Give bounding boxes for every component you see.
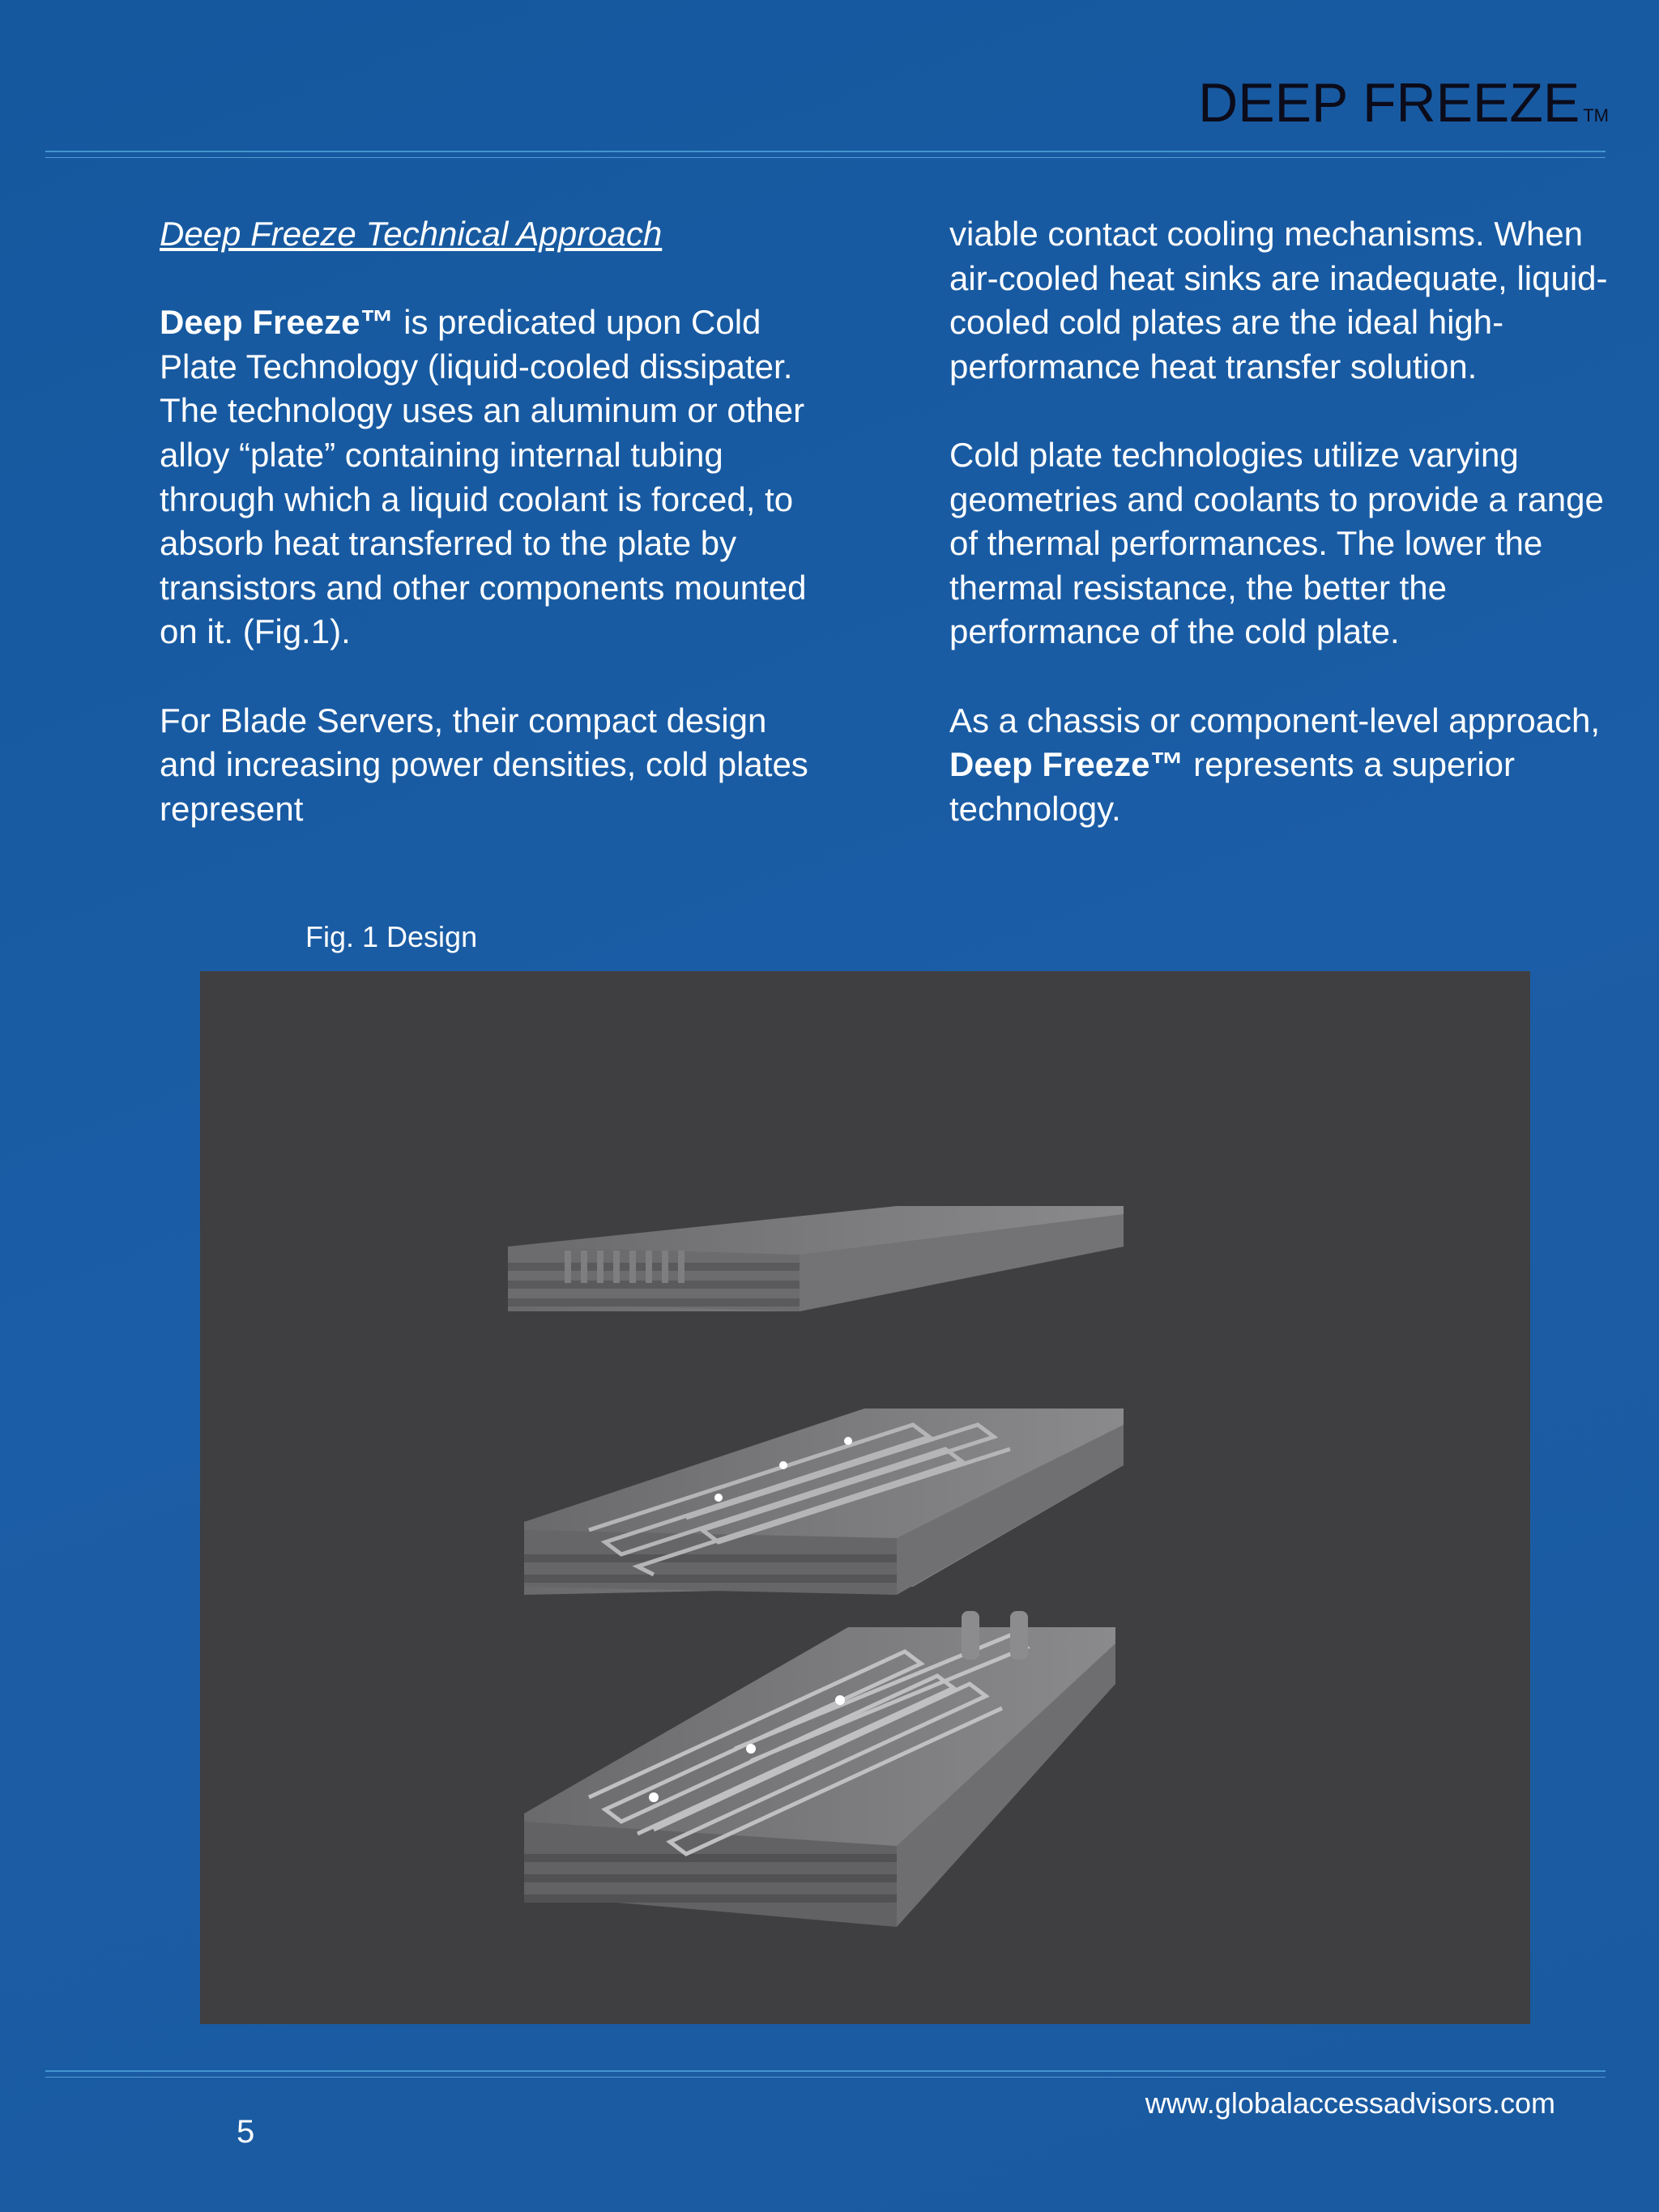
right-paragraph-3 (949, 699, 1614, 832)
right-paragraph-3-end: represents a superior technology. (949, 745, 1515, 828)
right-column (949, 212, 1614, 876)
right-paragraph-2: Cold plate technologies utilize varying geometries and coolants to provide a range of thermal performances. The lower the thermal resistance, the better the performance of the cold plate. (949, 435, 1604, 651)
page-number: 5 (237, 2114, 255, 2150)
brand-title: DEEP FREEZE TM (1198, 72, 1609, 134)
header-divider (45, 151, 1606, 152)
left-paragraph-1 (160, 300, 824, 654)
section-heading: Deep Freeze Technical Approach (160, 215, 663, 253)
bottom-plate-layer (524, 1611, 1115, 1927)
figure-caption: Fig. 1 Design (305, 920, 478, 953)
middle-plate-layer (524, 1409, 1124, 1595)
trademark-mark: TM (1583, 105, 1609, 126)
brand-name-bold-2: Deep Freeze™ (949, 745, 1184, 784)
website-url[interactable]: www.globalaccessadvisors.com (1145, 2086, 1555, 2120)
right-paragraph-3-start: As a chassis or component-level approach, (949, 701, 1601, 739)
top-plate-layer (508, 1206, 1124, 1311)
left-paragraph-2: For Blade Servers, their compact design and increasing power densities, cold plates represent (160, 701, 808, 828)
brand-name-bold: Deep Freeze™ (160, 303, 394, 342)
left-column (160, 212, 824, 876)
cold-plate-illustration (200, 971, 1530, 2024)
footer-divider (45, 2070, 1606, 2072)
cold-plate-render (200, 971, 1530, 2024)
right-paragraph-1: viable contact cooling mechanisms. When air-cooled heat sinks are inadequate, liquid-cooled cold plates are the ideal high-performance heat transfer solution. (949, 215, 1608, 386)
footer-divider-thin (45, 2077, 1606, 2078)
left-paragraph-1-text: is predicated upon Cold Plate Technology (liquid-cooled dissipater. The technology uses an aluminum or other alloy “plate” containing internal tubing through which a liquid coolant is forced, to absorb heat transferred to the plate by transistors and other components mounted on it. (Fig.1). (160, 303, 807, 651)
header-divider-thin (45, 157, 1606, 158)
